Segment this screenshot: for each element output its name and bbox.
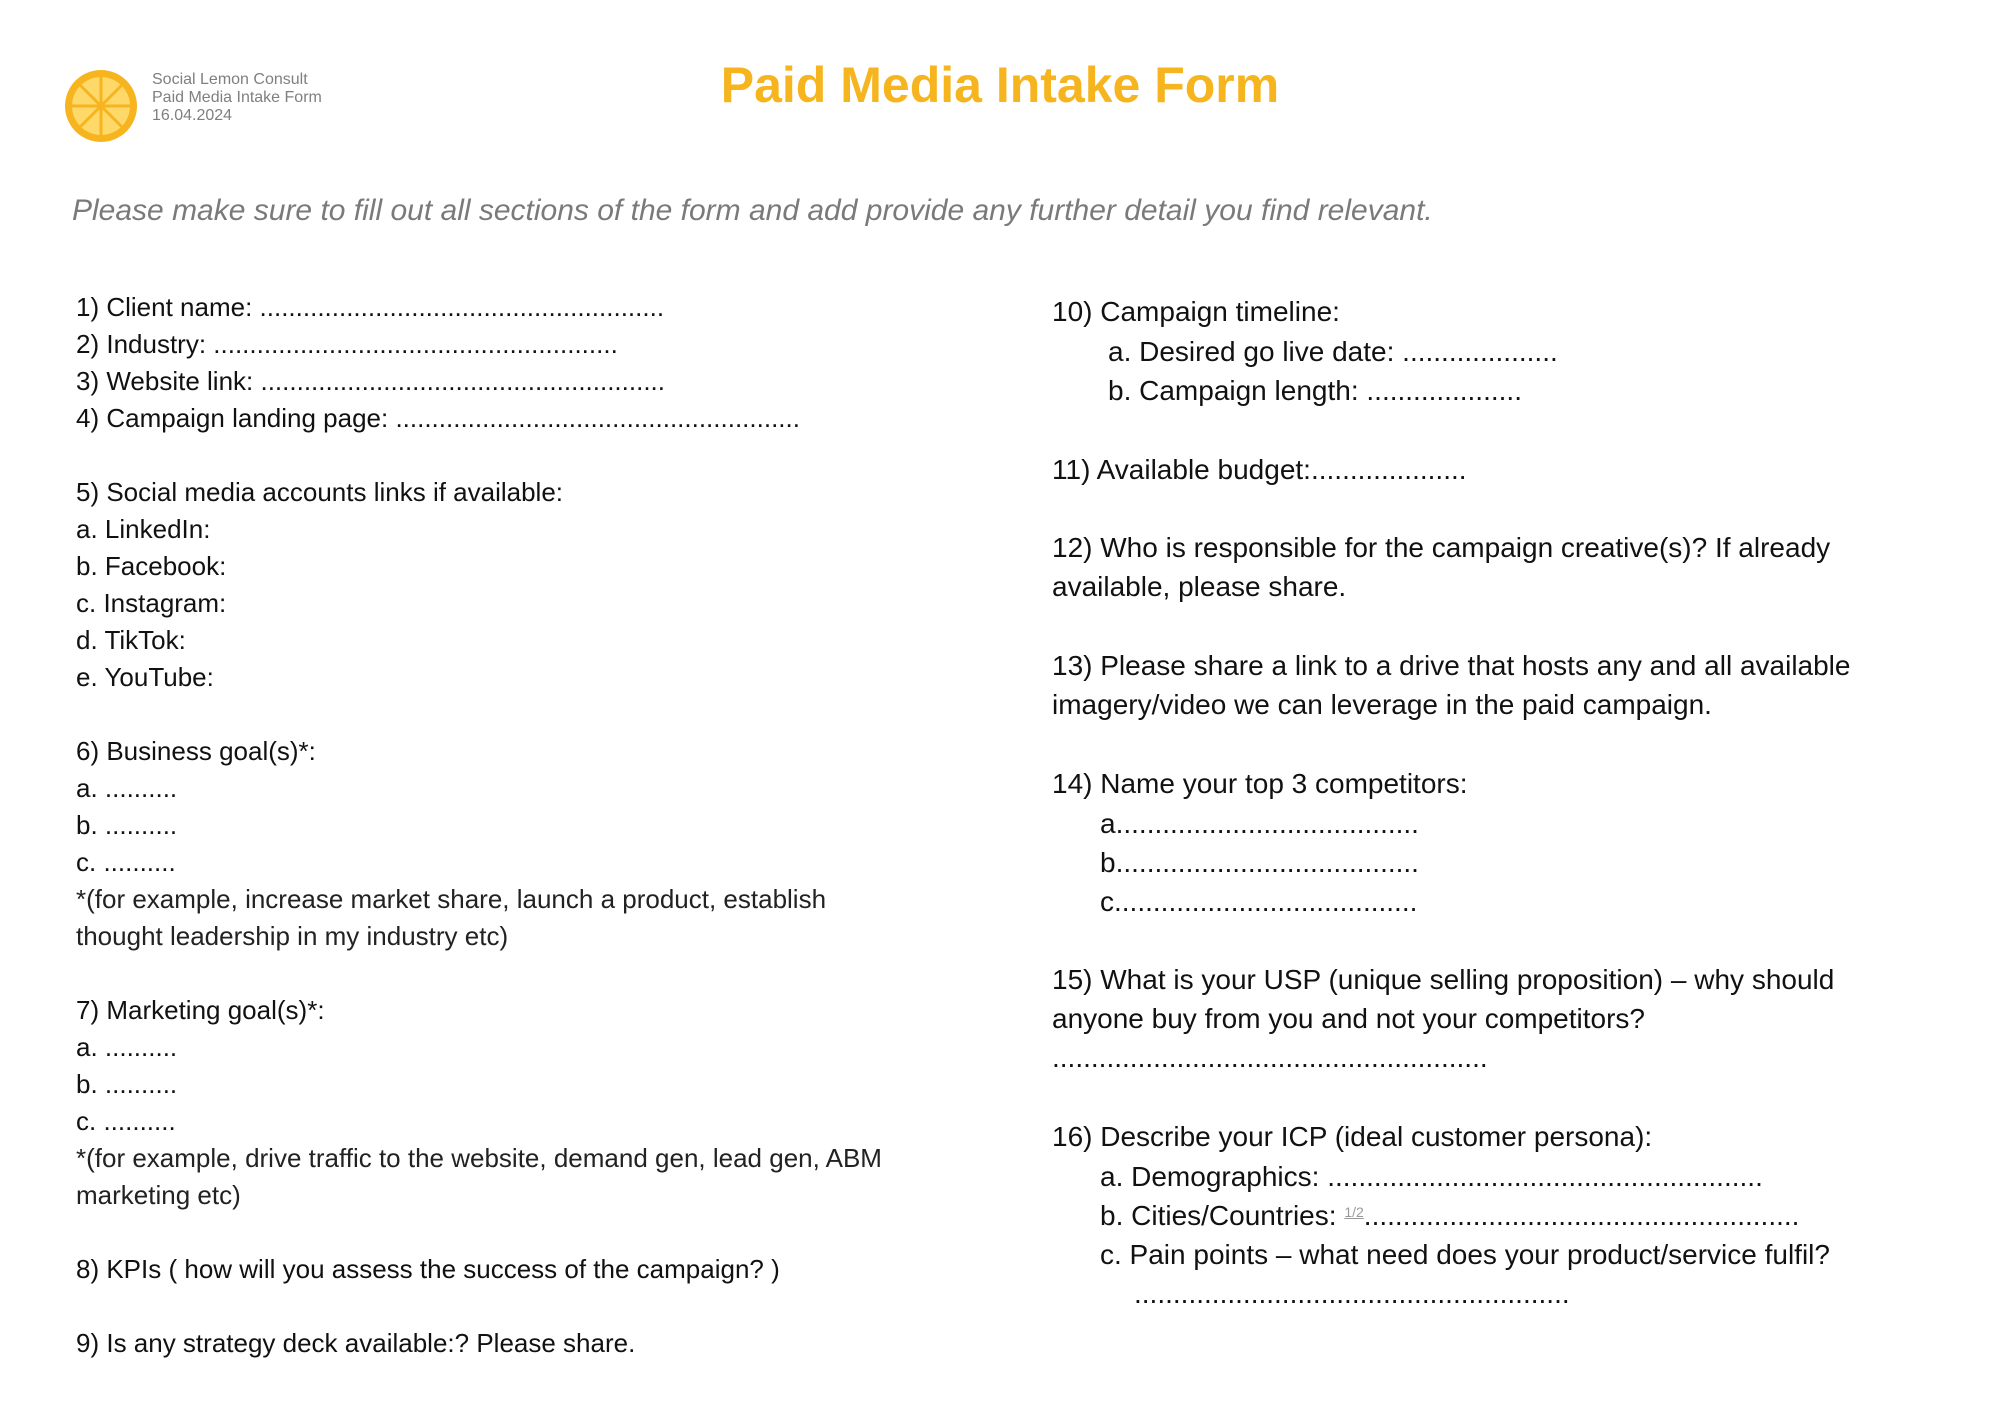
q5-instagram: c. Instagram: bbox=[76, 588, 227, 618]
q6-business-goals: 6) Business goal(s)*: bbox=[76, 736, 316, 766]
q16-cities-label: b. Cities/Countries: bbox=[1100, 1200, 1345, 1231]
q7-marketing-goals: 7) Marketing goal(s)*: bbox=[76, 995, 325, 1025]
q4-landing-page: 4) Campaign landing page: ........................................................ bbox=[76, 403, 800, 433]
q7-goal-b: b. .......... bbox=[76, 1069, 178, 1099]
doc-date: 16.04.2024 bbox=[152, 107, 233, 124]
q6-goal-a: a. .......... bbox=[76, 773, 178, 803]
page-number-mark: 1/2 bbox=[1344, 1204, 1364, 1220]
q6-goal-b: b. .......... bbox=[76, 810, 178, 840]
q5-facebook: b. Facebook: bbox=[76, 551, 227, 581]
q2-industry: 2) Industry: ........................................................ bbox=[76, 329, 618, 359]
q16-icp: 16) Describe your ICP (ideal customer persona): bbox=[1052, 1121, 1653, 1152]
q16-pain-points: c. Pain points – what need does your product/service fulfil? bbox=[1100, 1239, 1830, 1270]
q5-tiktok: d. TikTok: bbox=[76, 625, 186, 655]
q12-creative-line-2: available, please share. bbox=[1052, 571, 1347, 602]
q13-drive-line-1: 13) Please share a link to a drive that hosts any and all available bbox=[1052, 650, 1851, 681]
q7-example-line-2: marketing etc) bbox=[76, 1180, 241, 1210]
q14-competitors: 14) Name your top 3 competitors: bbox=[1052, 768, 1468, 799]
instructions-text: Please make sure to fill out all sections of the form and add provide any further detail you find relevant. bbox=[72, 194, 1433, 227]
q6-goal-c: c. .......... bbox=[76, 847, 176, 877]
q14-competitor-a: a....................................... bbox=[1100, 808, 1419, 839]
q16-demographics: a. Demographics: ........................................................ bbox=[1100, 1161, 1763, 1192]
q14-competitor-b: b....................................... bbox=[1100, 847, 1419, 878]
q8-kpis: 8) KPIs ( how will you assess the success of the campaign? ) bbox=[76, 1254, 780, 1284]
q10-go-live-date: a. Desired go live date: .................... bbox=[1108, 336, 1558, 367]
doc-name: Paid Media Intake Form bbox=[152, 89, 322, 106]
q5-youtube: e. YouTube: bbox=[76, 662, 214, 692]
q9-strategy-deck: 9) Is any strategy deck available:? Please share. bbox=[76, 1328, 636, 1358]
q7-goal-a: a. .......... bbox=[76, 1032, 178, 1062]
q13-drive-line-2: imagery/video we can leverage in the paid campaign. bbox=[1052, 689, 1712, 720]
q6-example-line-2: thought leadership in my industry etc) bbox=[76, 921, 509, 951]
q16-cities-dots: ........................................................ bbox=[1363, 1200, 1800, 1231]
q15-usp-answer: ........................................................ bbox=[1052, 1042, 1488, 1073]
q1-client-name: 1) Client name: ........................................................ bbox=[76, 292, 665, 322]
q12-creative-line-1: 12) Who is responsible for the campaign creative(s)? If already bbox=[1052, 532, 1831, 563]
q7-goal-c: c. .......... bbox=[76, 1106, 176, 1136]
q10-campaign-length: b. Campaign length: .................... bbox=[1108, 375, 1522, 406]
q11-available-budget: 11) Available budget:.................... bbox=[1052, 454, 1467, 485]
page-title: Paid Media Intake Form bbox=[720, 57, 1280, 113]
q3-website-link: 3) Website link: ........................................................ bbox=[76, 366, 665, 396]
q10-campaign-timeline: 10) Campaign timeline: bbox=[1052, 296, 1340, 327]
q15-usp-line-2: anyone buy from you and not your competitors? bbox=[1052, 1003, 1646, 1034]
q7-example-line-1: *(for example, drive traffic to the website, demand gen, lead gen, ABM bbox=[76, 1143, 882, 1173]
q5-linkedin: a. LinkedIn: bbox=[76, 514, 211, 544]
org-name: Social Lemon Consult bbox=[152, 71, 308, 88]
q14-competitor-c: c....................................... bbox=[1100, 886, 1418, 917]
q6-example-line-1: *(for example, increase market share, launch a product, establish bbox=[76, 884, 827, 914]
q16-cities-countries bbox=[1100, 1200, 1799, 1232]
q15-usp-line-1: 15) What is your USP (unique selling proposition) – why should bbox=[1052, 964, 1835, 995]
q16-pain-points-answer: ........................................................ bbox=[1134, 1278, 1570, 1309]
q5-social-accounts: 5) Social media accounts links if available: bbox=[76, 477, 564, 507]
